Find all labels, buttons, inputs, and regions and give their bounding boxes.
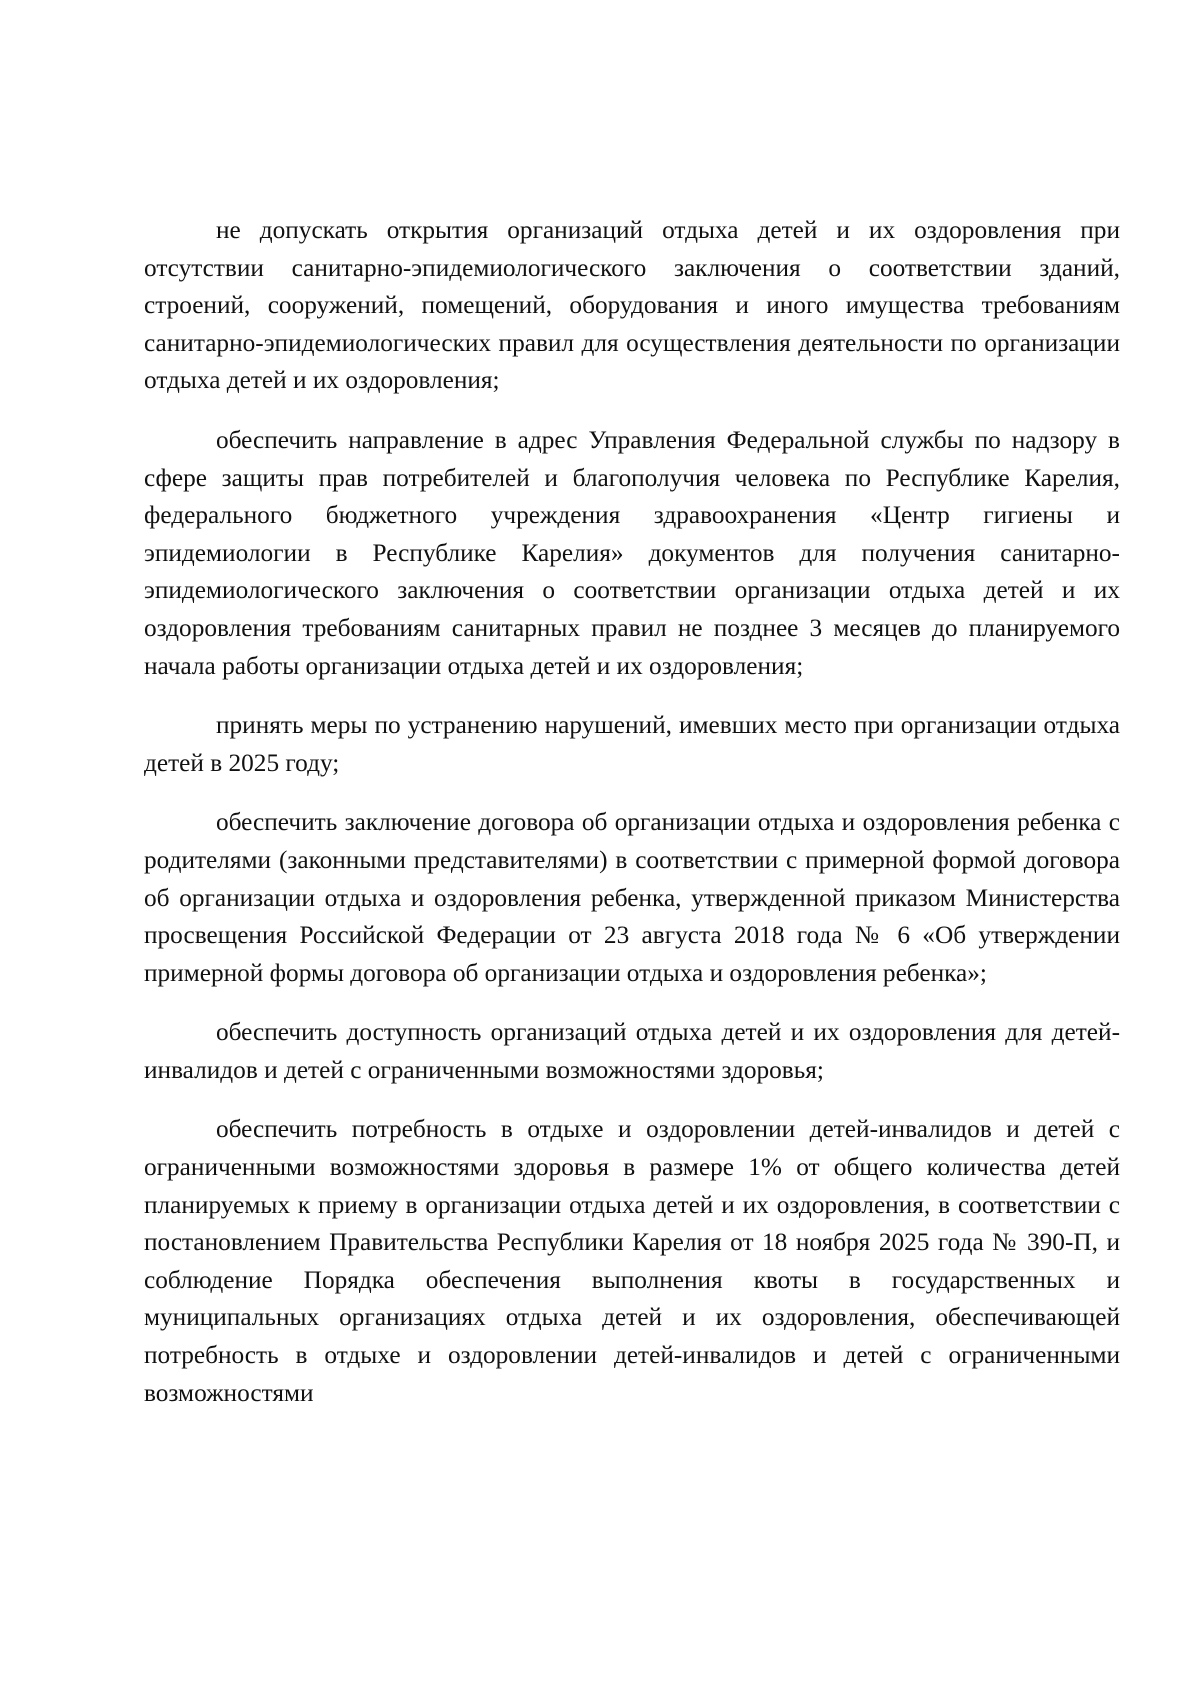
paragraph-no-opening-without-sanitary-conclusion: не допускать открытия организаций отдыха детей и их оздоровления при отсутствии санитарно-эпидемиологического заключения о соответствии зданий, строений, сооружений, помещений, оборудования и иного имущества требованиям санитарно-эпидемиологических правил для осуществления деятельности по организации отдыха детей и их оздоровления;	[144, 216, 1120, 395]
paragraph-accessibility-for-disabled-children: обеспечить доступность организаций отдыха детей и их оздоровления для детей-инвалидов и детей с ограниченными возможностями здоровья;	[144, 1018, 1120, 1084]
paragraph-eliminate-violations-2025: принять меры по устранению нарушений, имевших место при организации отдыха детей в 2025 году;	[144, 711, 1120, 777]
document-body	[144, 212, 1120, 1434]
paragraph-conclude-agreement-with-parents: обеспечить заключение договора об организации отдыха и оздоровления ребенка с родителями (законными представителями) в соответствии с примерной формой договора об организации отдыха и оздоровления ребенка, утвержденной приказом Министерства просвещения Российской Федерации от 23 августа 2018 года № 6 «Об утверждении примерной формы договора об организации отдыха и оздоровления ребенка»;	[144, 808, 1120, 987]
paragraph-quota-for-disabled-children: обеспечить потребность в отдыхе и оздоровлении детей-инвалидов и детей с ограниченными возможностями здоровья в размере 1% от общего количества детей планируемых к приему в организации отдыха детей и их оздоровления, в соответствии с постановлением Правительства Республики Карелия от 18 ноября 2025 года № 390-П, и соблюдение Порядка обеспечения выполнения квоты в государственных и муниципальных организациях отдыха детей и их оздоровления, обеспечивающей потребность в отдыхе и оздоровлении детей-инвалидов и детей с ограниченными возможностями	[144, 1115, 1120, 1407]
paragraph-submit-documents-rospotrebnadzor: обеспечить направление в адрес Управления Федеральной службы по надзору в сфере защиты прав потребителей и благополучия человека по Республике Карелия, федерального бюджетного учреждения здравоохранения «Центр гигиены и эпидемиологии в Республике Карелия» документов для получения санитарно-эпидемиологического заключения о соответствии организации отдыха детей и их оздоровления требованиям санитарных правил не позднее 3 месяцев до планируемого начала работы организации отдыха детей и их оздоровления;	[144, 425, 1120, 680]
